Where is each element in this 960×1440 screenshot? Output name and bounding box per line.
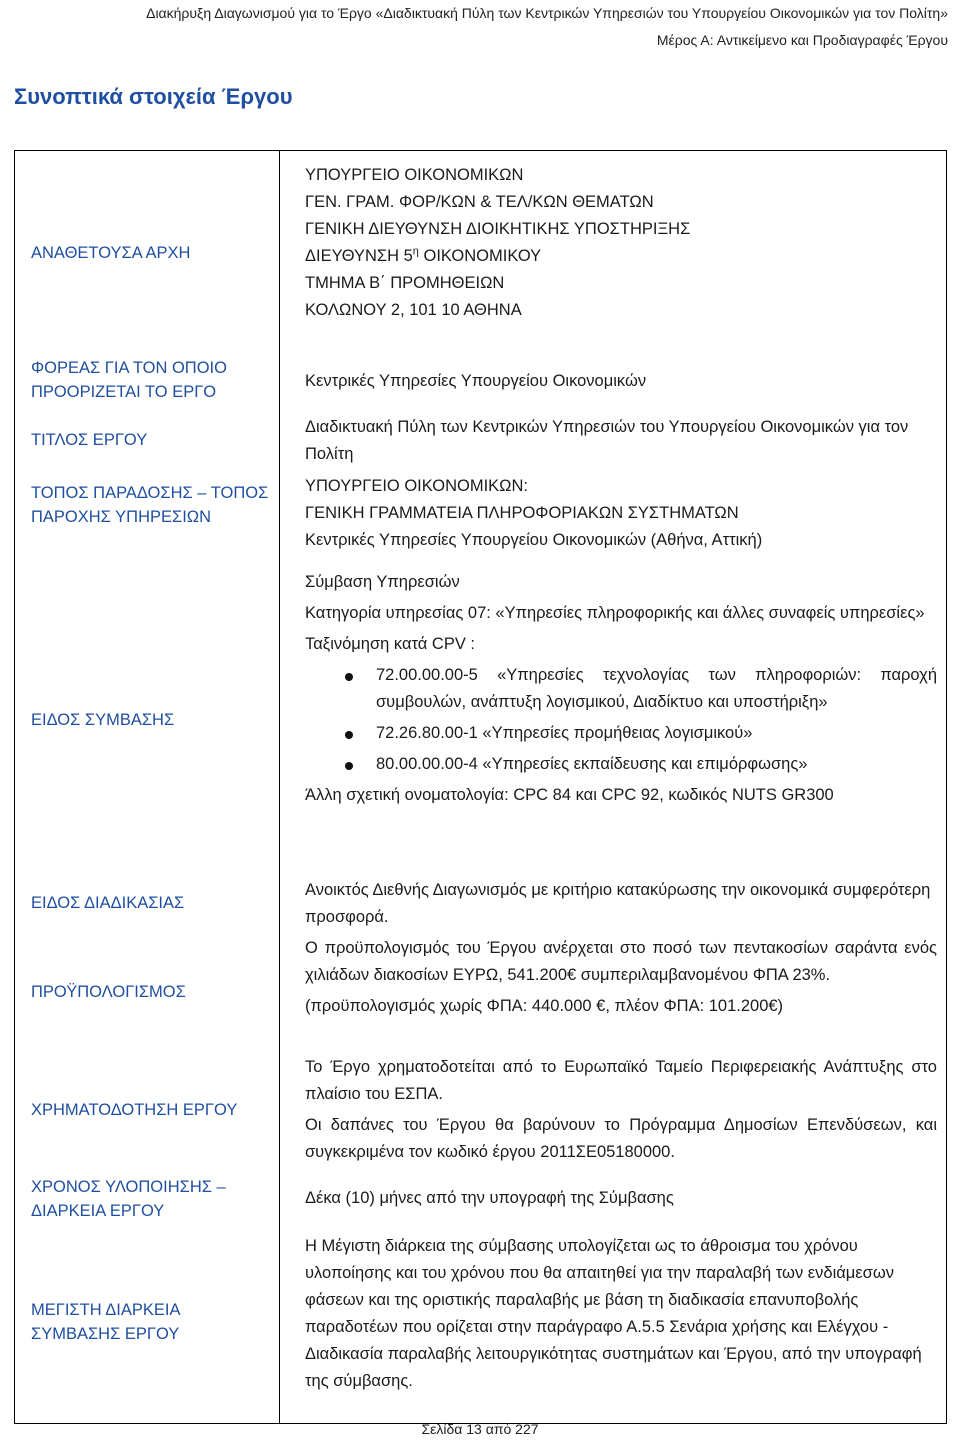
value-project-title: Διαδικτυακή Πύλη των Κεντρικών Υπηρεσιών του Υπουργείου Οικονομικών για τον Πολίτη (305, 418, 909, 463)
authority-line-2: ΓΕΝ. ΓΡΑΜ. ΦΟΡ/ΚΩΝ & ΤΕΛ/ΚΩΝ ΘΕΜΑΤΩΝ (305, 193, 654, 211)
column-divider (279, 151, 280, 1423)
authority-line-1: ΥΠΟΥΡΓΕΙΟ ΟΙΚΟΝΟΜΙΚΩΝ (305, 166, 524, 184)
authority-line-3: ΓΕΝΙΚΗ ΔΙΕΥΘΥΝΣΗ ΔΙΟΙΚΗΤΙΚΗΣ ΥΠΟΣΤΗΡΙΞΗΣ (305, 220, 691, 238)
value-budget (305, 935, 937, 1020)
page-header (8, 0, 948, 54)
value-beneficiary-body: Κεντρικές Υπηρεσίες Υπουργείου Οικονομικών (305, 372, 647, 390)
place-line-2: ΓΕΝΙΚΗ ΓΡΑΜΜΑΤΕΙΑ ΠΛΗΡΟΦΟΡΙΑΚΩΝ ΣΥΣΤΗΜΑΤΩΝ (305, 504, 739, 522)
label-procedure-type: ΕΙΔΟΣ ΔΙΑΔΙΚΑΣΙΑΣ (31, 894, 185, 912)
value-implementation-duration: Δέκα (10) μήνες από την υπογραφή της Σύμβασης (305, 1189, 674, 1207)
place-line-1: ΥΠΟΥΡΓΕΙΟ ΟΙΚΟΝΟΜΙΚΩΝ: (305, 477, 528, 495)
cpv-item-text: 80.00.00.00-4 «Υπηρεσίες εκπαίδευσης και επιμόρφωσης» (376, 755, 808, 773)
authority-line-4-rest: ΟΙΚΟΝΟΜΙΚΟΥ (418, 247, 542, 265)
authority-line-4-sup: η (412, 245, 419, 258)
cpv-list (305, 662, 937, 778)
other-nomenclature: Άλλη σχετική ονοματολογία: CPC 84 και CPC 92, κωδικός NUTS GR300 (305, 786, 834, 804)
label-budget: ΠΡΟΫΠΟΛΟΓΙΣΜΟΣ (31, 983, 186, 1001)
place-line-3: Κεντρικές Υπηρεσίες Υπουργείου Οικονομικών (Αθήνα, Αττική) (305, 531, 763, 549)
service-category: Κατηγορία υπηρεσίας 07: «Υπηρεσίες πληροφορικής και άλλες συναφείς υπηρεσίες» (305, 604, 925, 622)
budget-breakdown: (προϋπολογισμός χωρίς ΦΠΑ: 440.000 €, πλέον ΦΠΑ: 101.200€) (305, 997, 784, 1015)
label-implementation-duration: ΧΡΟΝΟΣ ΥΛΟΠΟΙΗΣΗΣ – ΔΙΑΡΚΕΙΑ ΕΡΓΟΥ (31, 1178, 226, 1220)
bullet-icon (345, 673, 353, 681)
section-title: Συνοπτικά στοιχεία Έργου (14, 84, 293, 109)
value-procedure-type: Ανοικτός Διεθνής Διαγωνισμός με κριτήριο κατακύρωσης την οικονομικά συμφερότερη προσφορά. (305, 881, 931, 926)
cpv-item (305, 720, 937, 747)
value-contract-type (305, 569, 937, 809)
cpv-item (305, 751, 937, 778)
value-funding (305, 1054, 937, 1166)
value-max-contract-duration: Η Μέγιστη διάρκεια της σύμβασης υπολογίζεται ως το άθροισμα του χρόνου υλοποίησης και του χρόνου που θα απαιτηθεί για την παραλαβή των ενδιάμεσων φάσεων και της οριστικής παραλαβής με βάση τη διαδικασία επανυποβολής παραδοτέων που ορίζεται στην παράγραφο Α.5.5 Σενάρια χρήσης και Ελέγχου - Διαδικασία παραλαβής λειτουργικότητας συστημάτων και Έργου, από την υπογραφή της σύμβασης. (305, 1237, 922, 1390)
label-beneficiary-body: ΦΟΡΕΑΣ ΓΙΑ ΤΟΝ ΟΠΟΙΟ ΠΡΟΟΡΙΖΕΤΑΙ ΤΟ ΕΡΓΟ (31, 359, 227, 401)
label-delivery-place: ΤΟΠΟΣ ΠΑΡΑΔΟΣΗΣ – ΤΟΠΟΣ ΠΑΡΟΧΗΣ ΥΠΗΡΕΣΙΩΝ (31, 484, 269, 526)
label-contract-type: ΕΙΔΟΣ ΣΥΜΒΑΣΗΣ (31, 711, 175, 729)
authority-line-6: ΚΟΛΩΝΟΥ 2, 101 10 ΑΘΗΝΑ (305, 301, 522, 319)
label-project-title: ΤΙΤΛΟΣ ΕΡΓΟΥ (31, 431, 148, 449)
cpv-item-text: 72.26.80.00-1 «Υπηρεσίες προμήθειας λογισμικού» (376, 724, 753, 742)
funding-program: Οι δαπάνες του Έργου θα βαρύνουν το Πρόγραμμα Δημοσίων Επενδύσεων, και συγκεκριμένα τον κωδικό έργου 2011ΣΕ05180000. (305, 1116, 937, 1161)
value-contracting-authority (305, 162, 937, 324)
budget-text: Ο προϋπολογισμός του Έργου ανέρχεται στο ποσό των πεντακοσίων σαράντα ενός χιλιάδων διακοσίων ΕΥΡΩ, 541.200€ συμπεριλαμβανομένου ΦΠΑ 23%. (305, 939, 937, 984)
page-number: Σελίδα 13 από 227 (421, 1421, 539, 1437)
contract-type: Σύμβαση Υπηρεσιών (305, 573, 460, 591)
header-part-title: Μέρος Α: Αντικείμενο και Προδιαγραφές Έργου (656, 32, 948, 48)
label-funding: ΧΡΗΜΑΤΟΔΟΤΗΣΗ ΕΡΓΟΥ (31, 1101, 238, 1119)
authority-line-4 (305, 243, 937, 270)
header-document-title: Διακήρυξη Διαγωνισμού για το Έργο «Διαδικτυακή Πύλη των Κεντρικών Υπηρεσιών του Υπουργείου Οικονομικών για τον Πολίτη» (146, 5, 948, 21)
project-summary-table (14, 150, 947, 1424)
cpv-item-text: 72.00.00.00-5 «Υπηρεσίες τεχνολογίας των πληροφοριών: παροχή συμβουλών, ανάπτυξη λογισμικού, Διαδίκτυο και υποστήριξη» (376, 666, 937, 711)
funding-source: Το Έργο χρηματοδοτείται από το Ευρωπαϊκό Ταμείο Περιφερειακής Ανάπτυξης στο πλαίσιο του ΕΣΠΑ. (305, 1058, 937, 1103)
label-max-contract-duration: ΜΕΓΙΣΤΗ ΔΙΑΡΚΕΙΑ ΣΥΜΒΑΣΗΣ ΕΡΓΟΥ (31, 1301, 180, 1343)
authority-line-4-text: ΔΙΕΥΘΥΝΣΗ 5 (305, 247, 413, 265)
value-delivery-place (305, 473, 937, 554)
authority-line-5: ΤΜΗΜΑ Β΄ ΠΡΟΜΗΘΕΙΩΝ (305, 274, 505, 292)
bullet-icon (345, 762, 353, 770)
cpv-label: Ταξινόμηση κατά CPV : (305, 635, 476, 653)
label-contracting-authority: ΑΝΑΘΕΤΟΥΣΑ ΑΡΧΗ (31, 244, 191, 262)
bullet-icon (345, 731, 353, 739)
cpv-item (305, 662, 937, 716)
